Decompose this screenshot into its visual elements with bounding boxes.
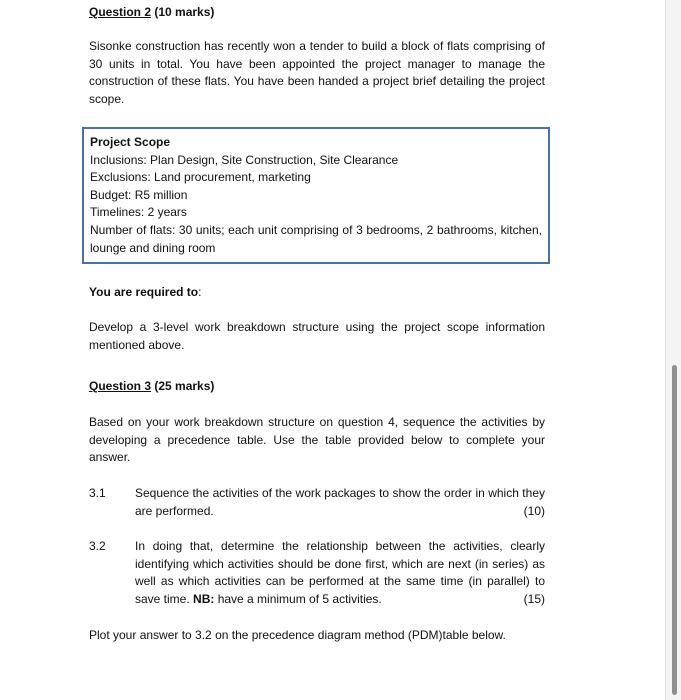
question-2-intro-block xyxy=(89,38,545,108)
project-scope-box xyxy=(82,127,550,264)
question-2-heading xyxy=(89,4,545,22)
scope-budget: Budget: R5 million xyxy=(90,187,188,202)
item-text-nb: have a minimum of 5 activities. xyxy=(214,591,382,606)
project-scope-title: Project Scope xyxy=(90,135,171,149)
scope-timelines: Timelines: 2 years xyxy=(90,205,187,220)
question-3-2 xyxy=(89,538,545,610)
question-3-heading xyxy=(89,378,545,396)
required-label: You are required to xyxy=(89,285,199,299)
scrollbar-thumb[interactable] xyxy=(672,365,677,695)
item-number: 3.1 xyxy=(89,486,106,500)
item-text xyxy=(135,538,545,608)
item-text-main: In doing that, determine the relationship between the activities, clearly identifying which activities should be done first, which are next (in series) as well as which activities can be performed at the same time (in parallel) to save time. xyxy=(135,539,545,606)
item-text: Sequence the activities of the work packages to show the order in which they are performed. xyxy=(135,486,545,518)
question-3-intro: Based on your work breakdown structure on question 4, sequence the activities by developing a precedence table. Use the table provided below to complete your answer. xyxy=(89,415,545,465)
item-marks: (10) xyxy=(523,503,545,518)
question-3-closing-block xyxy=(89,627,545,645)
scrollbar-track[interactable] xyxy=(665,0,681,700)
question-3-1 xyxy=(89,485,545,521)
required-task: Develop a 3-level work breakdown structure using the project scope information mentioned above. xyxy=(89,320,545,352)
scope-exclusions: Exclusions: Land procurement, marketing xyxy=(90,170,311,185)
scope-inclusions: Inclusions: Plan Design, Site Construction, Site Clearance xyxy=(90,152,399,167)
item-number: 3.2 xyxy=(89,539,106,553)
required-task-block xyxy=(89,319,545,354)
question-2-label: Question 2 xyxy=(89,5,152,19)
question-3-marks: (25 marks) xyxy=(154,379,215,393)
scope-flats: Number of flats: 30 units; each unit comprising of 3 bedrooms, 2 bathrooms, kitchen, lounge and dining room xyxy=(90,222,542,255)
required-heading xyxy=(89,284,545,302)
question-3-intro-block xyxy=(89,414,545,467)
nb-label: NB: xyxy=(193,591,215,606)
question-3-closing: Plot your answer to 3.2 on the precedence diagram method (PDM)table below. xyxy=(89,628,506,642)
question-3-label: Question 3 xyxy=(89,379,152,393)
question-2-intro: Sisonke construction has recently won a tender to build a block of flats comprising of 30 units in total. You have been appointed the project manager to manage the construction of these flats. You have been handed a project brief detailing the project scope. xyxy=(89,39,545,106)
question-2-marks: (10 marks) xyxy=(154,5,215,19)
required-colon: : xyxy=(198,285,202,299)
item-marks: (15) xyxy=(523,591,545,606)
